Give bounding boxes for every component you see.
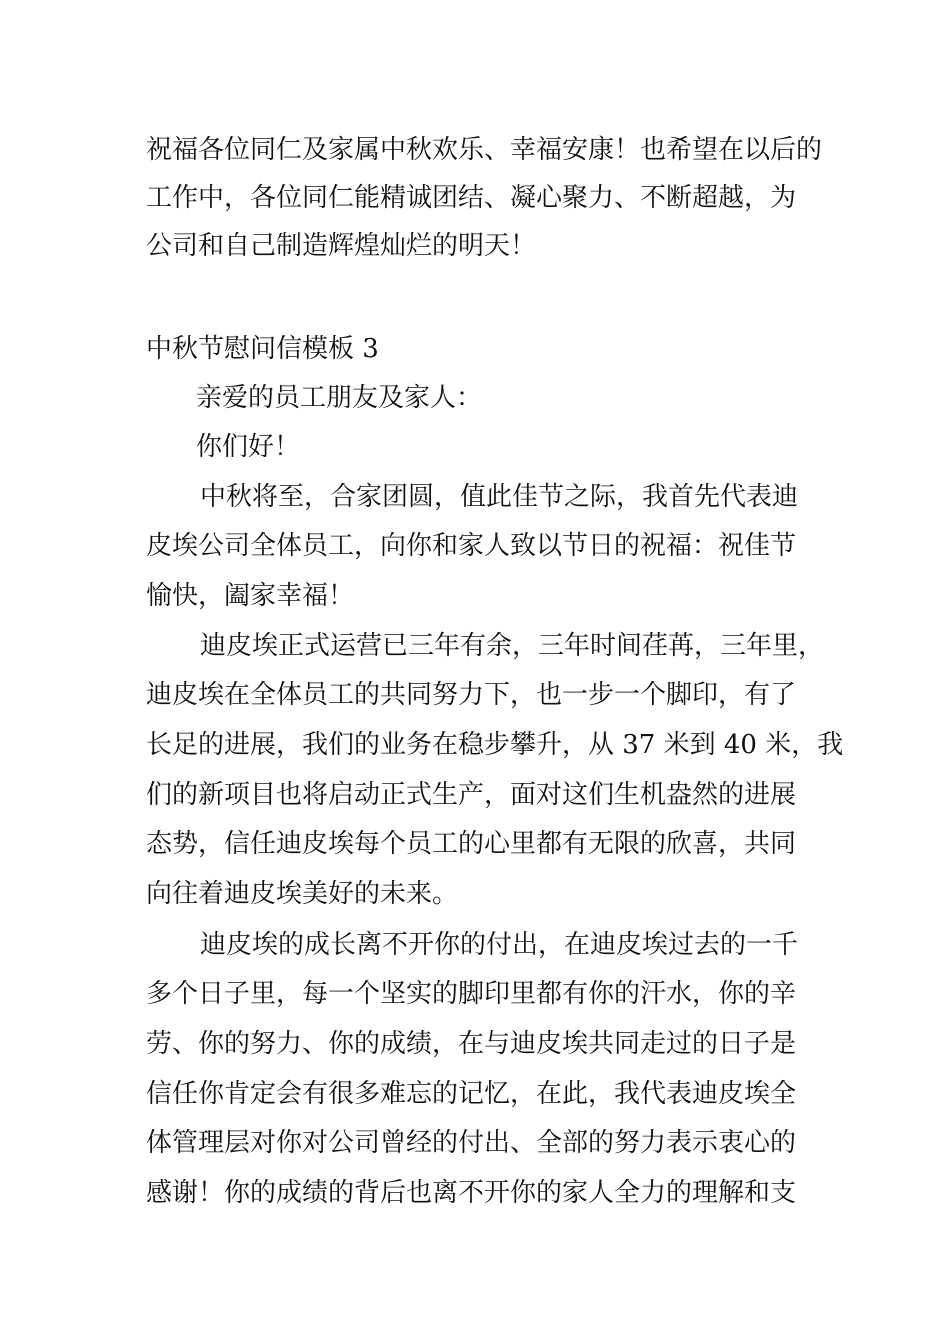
body-text-line: 信任你肯定会有很多难忘的记忆，在此，我代表迪皮埃全 xyxy=(146,1079,797,1109)
section-heading: 中秋节慰问信模板 3 xyxy=(146,334,379,364)
body-text-line: 迪皮埃在全体员工的共同努力下，也一步一个脚印，有了 xyxy=(146,680,797,710)
body-text-line: 祝福各位同仁及家属中秋欢乐、幸福安康！也希望在以后的 xyxy=(146,135,823,165)
body-text-line: 中秋将至，合家团圆，值此佳节之际，我首先代表迪 xyxy=(200,482,799,512)
body-text-line: 长足的进展，我们的业务在稳步攀升，从 37 米到 40 米，我 xyxy=(146,730,844,760)
body-text-line: 皮埃公司全体员工，向你和家人致以节日的祝福：祝佳节 xyxy=(146,531,797,561)
body-text-line: 迪皮埃正式运营已三年有余，三年时间荏苒，三年里， xyxy=(200,631,825,661)
body-text-line: 迪皮埃的成长离不开你的付出，在迪皮埃过去的一千 xyxy=(200,930,799,960)
body-text-line: 们的新项目也将启动正式生产，面对这们生机盎然的进展 xyxy=(146,780,797,810)
body-text-line: 劳、你的努力、你的成绩，在与迪皮埃共同走过的日子是 xyxy=(146,1029,797,1059)
body-text-line: 体管理层对你对公司曾经的付出、全部的努力表示衷心的 xyxy=(146,1128,797,1158)
body-text-line: 态势，信任迪皮埃每个员工的心里都有无限的欣喜，共同 xyxy=(146,829,797,859)
salutation: 亲爱的员工朋友及家人： xyxy=(196,383,483,413)
body-text-line: 多个日子里，每一个坚实的脚印里都有你的汗水，你的辛 xyxy=(146,979,797,1009)
body-text-line: 向往着迪皮埃美好的未来。 xyxy=(146,879,459,909)
body-text-line: 愉快，阖家幸福！ xyxy=(146,581,355,611)
body-text-line: 工作中，各位同仁能精诚团结、凝心聚力、不断超越，为 xyxy=(146,183,797,213)
greeting: 你们好！ xyxy=(196,432,301,462)
body-text-line: 公司和自己制造辉煌灿烂的明天！ xyxy=(146,231,537,261)
body-text-line: 感谢！你的成绩的背后也离不开你的家人全力的理解和支 xyxy=(146,1178,797,1208)
